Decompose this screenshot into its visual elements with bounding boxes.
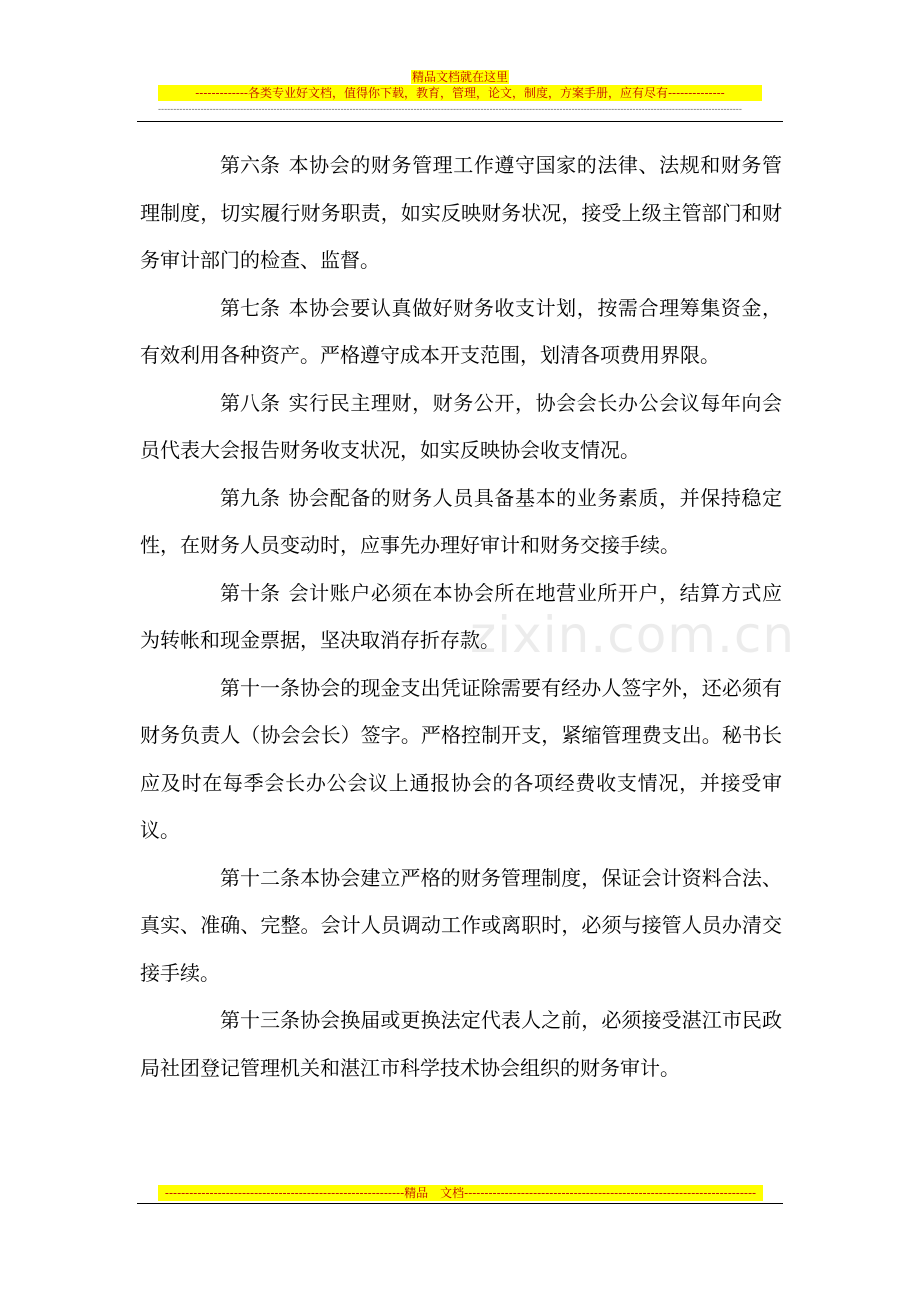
article-text: 实行民主理财，财务公开，协会会长办公会议每年向会员代表大会报告财务收支状况，如实反映协会收支情况。 <box>140 390 782 462</box>
article-11 <box>140 665 782 855</box>
article-text: 本协会的财务管理工作遵守国家的法律、法规和财务管理制度，切实履行财务职责，如实反映财务状况，接受上级主管部门和财务审计部门的检查、监督。 <box>140 153 782 272</box>
article-text: 协会的现金支出凭证除需要有经办人签字外，还必须有财务负责人（协会会长）签字。严格控制开支，紧缩管理费支出。秘书长应及时在每季会长办公会议上通报协会的各项经费收支情况，并接受审议。 <box>140 675 782 842</box>
header-title <box>0 66 920 85</box>
article-number: 第十一条 <box>220 675 300 700</box>
article-text: 协会换届或更换法定代表人之前，必须接受湛江市民政局社团登记管理机关和湛江市科学技术协会组织的财务审计。 <box>140 1008 782 1080</box>
article-number: 第六条 <box>220 153 280 177</box>
article-number: 第七条 <box>220 295 280 320</box>
article-text: 协会配备的财务人员具备基本的业务素质，并保持稳定性，在财务人员变动时，应事先办理好审计和财务交接手续。 <box>140 485 782 557</box>
header-title-text: 精品文档就在这里 <box>411 70 508 84</box>
header-banner: -------------各类专业好文档，值得你下载，教育，管理，论文，制度，方案手册，应有尽有-------------- <box>158 85 762 101</box>
article-number: 第十三条 <box>220 1008 300 1032</box>
article-number: 第十条 <box>220 580 280 605</box>
header-dash-line: ------------------------------------------------------------------------------------------------------------------------------------------------------------------------------------------------ <box>158 105 742 115</box>
article-9 <box>140 475 782 570</box>
article-number: 第十二条 <box>220 865 300 890</box>
article-7 <box>140 285 782 380</box>
watermark: zixin.com.cn <box>470 606 796 664</box>
article-8 <box>140 380 782 475</box>
header-rule <box>137 121 783 122</box>
footer-rule <box>137 1203 783 1204</box>
article-13 <box>140 997 782 1092</box>
article-12 <box>140 855 782 998</box>
footer-banner: -----------------------------------------------------------精品 文档------------------------------------------------------------------------ <box>158 1185 763 1201</box>
article-text: 本协会建立严格的财务管理制度，保证会计资料合法、真实、准确、完整。会计人员调动工作或离职时，必须与接管人员办清交接手续。 <box>140 865 782 985</box>
article-number: 第九条 <box>220 485 280 510</box>
article-text: 本协会要认真做好财务收支计划，按需合理筹集资金，有效利用各种资产。严格遵守成本开支范围，划清各项费用界限。 <box>140 295 782 367</box>
article-number: 第八条 <box>220 390 280 415</box>
article-6 <box>140 142 782 285</box>
article-text: 会计账户必须在本协会所在地营业所开户，结算方式应为转帐和现金票据，坚决取消存折存款。 <box>140 580 782 652</box>
